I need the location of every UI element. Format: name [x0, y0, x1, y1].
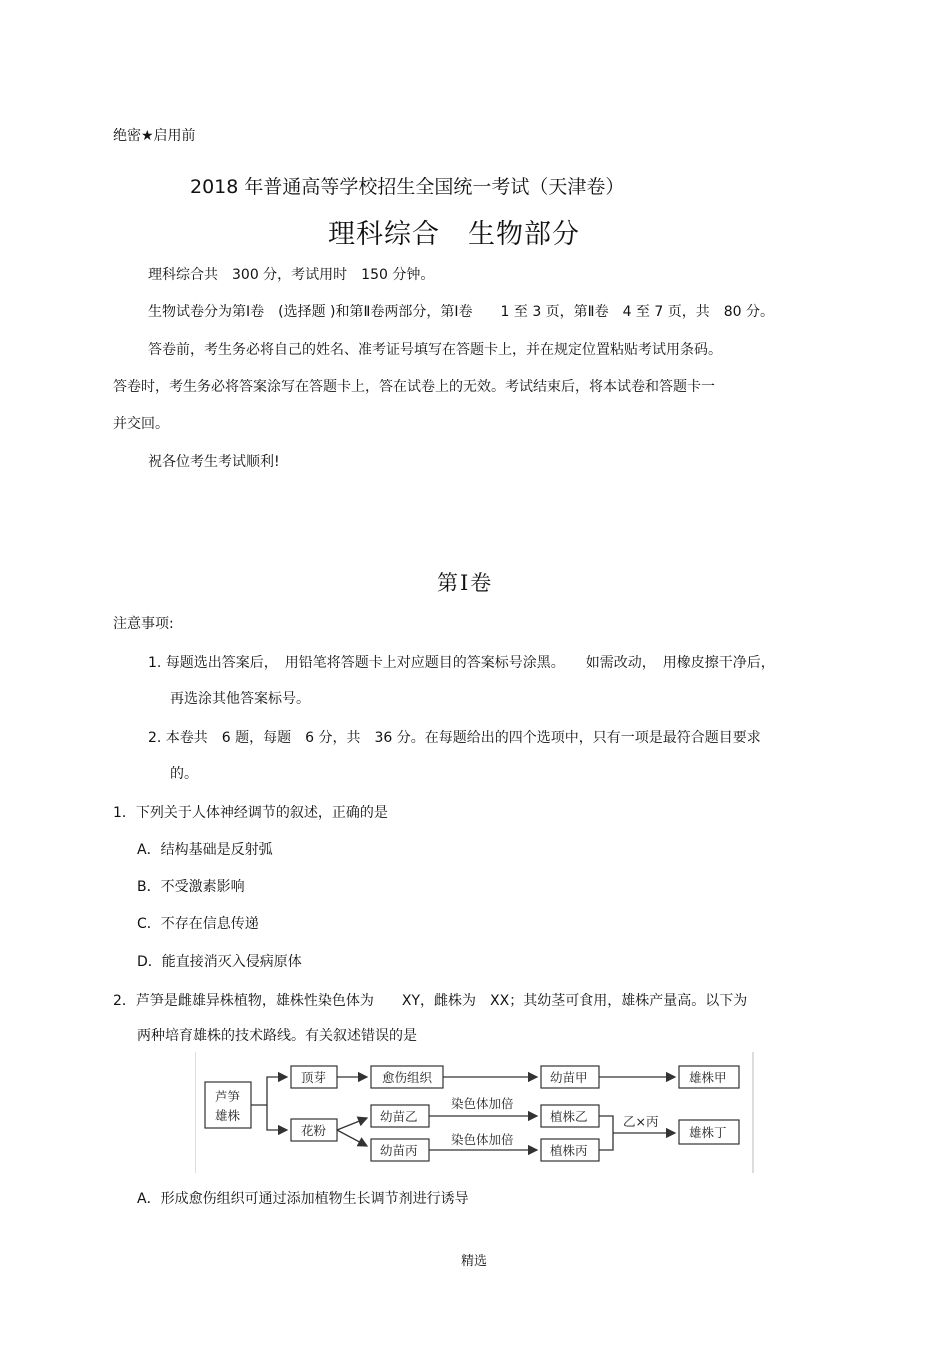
box-callus-label: 愈伤组织 [382, 1070, 433, 1085]
box-pollen-label: 花粉 [301, 1123, 327, 1138]
question-2-option-a: A．形成愈伤组织可通过添加植物生长调节剂进行诱导 [137, 1191, 469, 1207]
question-2-stem-a: 2．芦笋是雌雄异株植物，雄株性染色体为 XY，雌株为 XX；其幼茎可食用，雄株产量高。以下为 [113, 993, 748, 1009]
intro-paragraph-4a: 答卷时，考生务必将答案涂写在答题卡上，答在试卷上的无效。考试结束后，将本试卷和答题卡一 [113, 379, 715, 395]
doubling-label-2: 染色体加倍 [451, 1132, 514, 1147]
question-1-option-c: C．不存在信息传递 [137, 916, 259, 932]
question-1-stem: 1．下列关于人体神经调节的叙述，正确的是 [113, 805, 388, 821]
box-asparagus-male-line1: 芦笋 [215, 1089, 241, 1104]
box-bud-label: 顶芽 [301, 1070, 327, 1085]
notice-item-2a: 2. 本卷共 6 题，每题 6 分，共 36 分。在每题给出的四个选项中，只有一项是最符合题目要求 [148, 730, 761, 746]
exam-title: 2018 年普通高等学校招生全国统一考试（天津卷） [190, 176, 625, 198]
box-seedling-jia-label: 幼苗甲 [550, 1070, 588, 1085]
section-title: 第Ⅰ卷 [437, 571, 494, 595]
box-seedling-bing-label: 幼苗丙 [380, 1143, 418, 1158]
intro-paragraph-2: 生物试卷分为第Ⅰ卷 (选择题 )和第Ⅱ卷两部分，第Ⅰ卷 1 至 3 页，第Ⅱ卷 4 至 7 页，共 80 分。 [148, 304, 775, 320]
doubling-label-1: 染色体加倍 [451, 1096, 514, 1111]
notice-item-2b: 的。 [170, 766, 198, 782]
box-male-jia-label: 雄株甲 [689, 1070, 727, 1085]
footer-text: 精选 [461, 1254, 488, 1269]
confidential-mark: 绝密★启用前 [113, 128, 196, 144]
question-1-option-b: B．不受激素影响 [137, 879, 245, 895]
cross-label: 乙×丙 [623, 1114, 659, 1129]
question-1-option-d: D．能直接消灭入侵病原体 [137, 954, 302, 970]
intro-paragraph-5: 祝各位考生考试顺利! [148, 454, 280, 470]
question-1-option-a: A．结构基础是反射弧 [137, 842, 273, 858]
box-seedling-yi-label: 幼苗乙 [380, 1109, 418, 1124]
intro-paragraph-4b: 并交回。 [113, 416, 169, 432]
breeding-flow-diagram [195, 1050, 755, 1175]
question-2-stem-b: 两种培育雄株的技术路线。有关叙述错误的是 [137, 1028, 417, 1044]
box-asparagus-male-line2: 雄株 [215, 1108, 241, 1123]
box-male-ding-label: 雄株丁 [689, 1125, 727, 1140]
box-plant-bing-label: 植株丙 [550, 1143, 588, 1158]
box-plant-yi-label: 植株乙 [550, 1109, 588, 1124]
intro-paragraph-1: 理科综合共 300 分，考试用时 150 分钟。 [148, 267, 435, 283]
notice-item-1b: 再选涂其他答案标号。 [170, 691, 310, 707]
notice-label: 注意事项: [113, 616, 174, 632]
intro-paragraph-3: 答卷前，考生务必将自己的姓名、准考证号填写在答题卡上，并在规定位置粘贴考试用条码。 [148, 342, 722, 358]
subject-title: 理科综合 生物部分 [328, 219, 580, 250]
notice-item-1a: 1. 每题选出答案后， 用铅笔将答题卡上对应题目的答案标号涂黑。 如需改动， 用橡皮擦干净后， [148, 655, 775, 671]
